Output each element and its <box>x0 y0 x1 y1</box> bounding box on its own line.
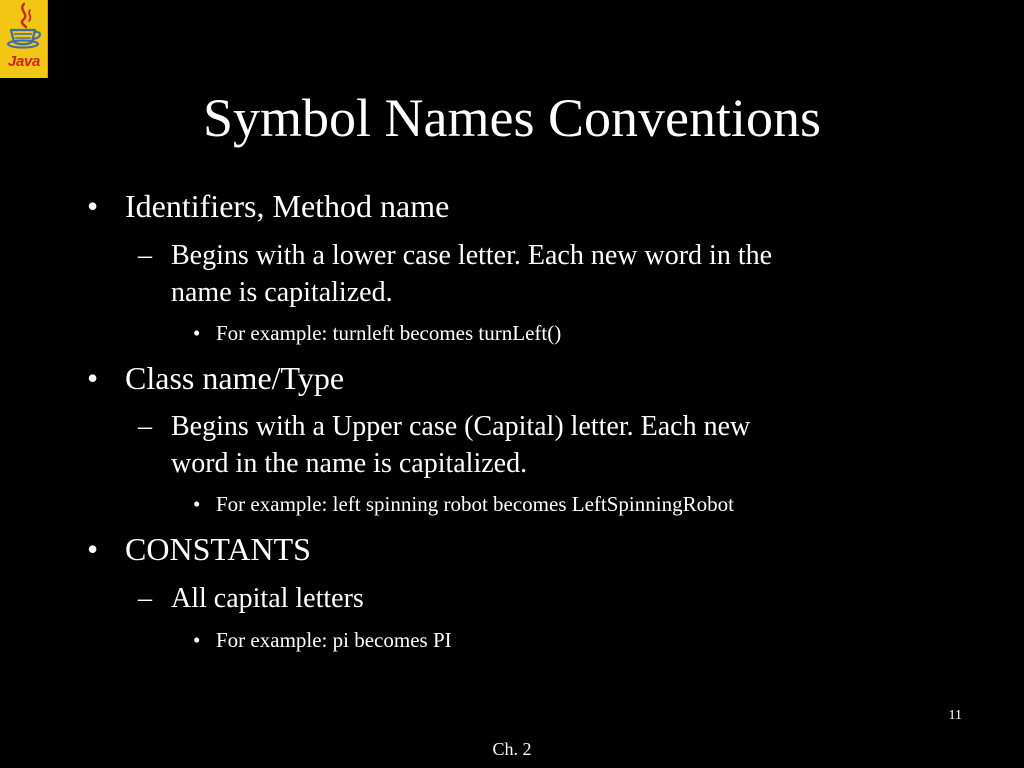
dash-marker: – <box>138 411 152 442</box>
example-identifiers: For example: turnleft becomes turnLeft() <box>216 321 562 345</box>
small-bullet-marker: • <box>193 492 201 516</box>
bullet-marker: • <box>87 360 99 396</box>
bullet-marker: • <box>87 188 99 224</box>
small-bullet-marker: • <box>193 628 201 652</box>
sub-constants-line1: All capital letters <box>171 583 364 614</box>
sub-class-line1: Begins with a Upper case (Capital) letter. Each new <box>171 411 751 442</box>
slide-footer: Ch. 2 <box>492 739 532 759</box>
dash-marker: – <box>138 240 152 271</box>
example-constants: For example: pi becomes PI <box>216 628 452 652</box>
page-number: 11 <box>948 708 962 723</box>
java-coffee-cup-icon <box>0 0 48 54</box>
bullet-identifiers: Identifiers, Method name <box>125 188 450 224</box>
example-class: For example: left spinning robot becomes LeftSpinningRobot <box>216 492 734 516</box>
bullet-marker: • <box>87 531 99 567</box>
slide-title: Symbol Names Conventions <box>203 88 821 148</box>
sub-class-line2: word in the name is capitalized. <box>171 448 528 479</box>
dash-marker: – <box>138 583 152 614</box>
small-bullet-marker: • <box>193 321 201 345</box>
java-logo-text: Java <box>7 53 41 70</box>
bullet-constants: CONSTANTS <box>125 531 311 567</box>
java-logo <box>0 0 48 78</box>
bullet-class-name: Class name/Type <box>125 360 345 396</box>
sub-identifiers-line2: name is capitalized. <box>171 277 393 308</box>
sub-identifiers-line1: Begins with a lower case letter. Each new word in the <box>171 240 773 271</box>
